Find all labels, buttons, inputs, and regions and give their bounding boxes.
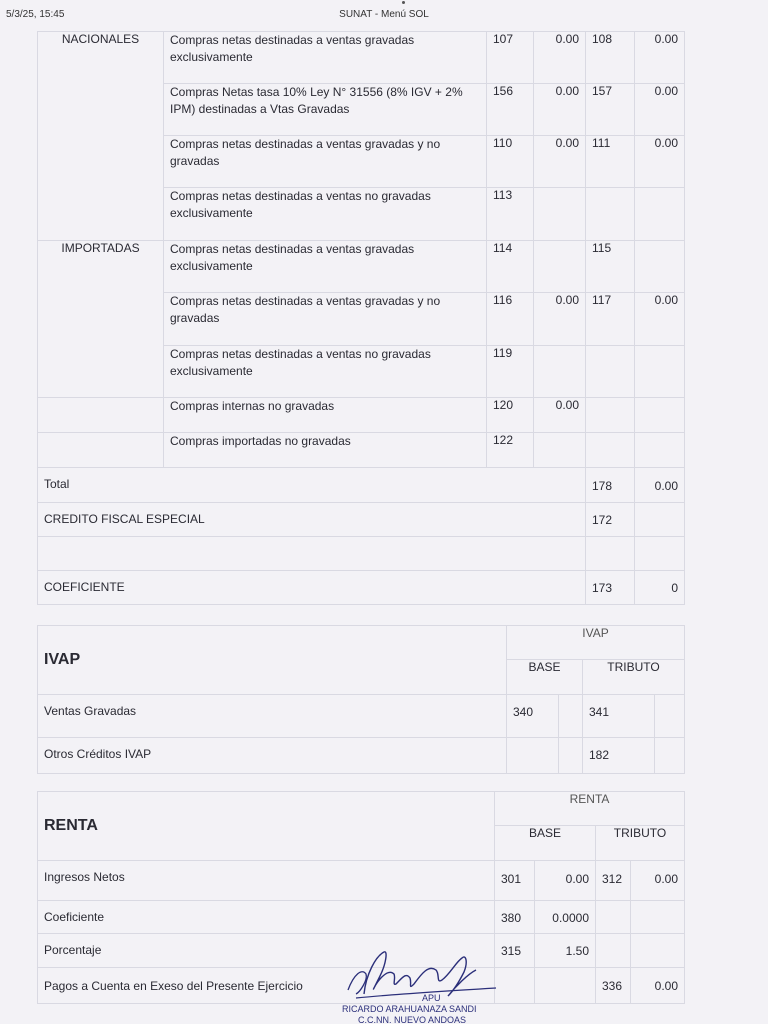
coeficiente-label: COEFICIENTE xyxy=(38,571,586,605)
signature-scribble xyxy=(364,952,476,996)
renta-row-label: Pagos a Cuenta en Exeso del Presente Ejercicio xyxy=(38,968,495,1004)
renta-row-label: Ingresos Netos xyxy=(38,861,495,901)
casilla-code: 340 xyxy=(507,695,559,738)
casilla-value: 0.0000 xyxy=(535,901,596,934)
casilla-code: 119 xyxy=(487,346,534,398)
casilla-code: 120 xyxy=(487,398,534,433)
casilla-value: 0.00 xyxy=(635,84,685,136)
compras-table xyxy=(37,31,685,605)
stamp-line-3: C.C.NN. NUEVO ANDOAS xyxy=(358,1015,467,1024)
compra-row-desc: Compras netas destinadas a ventas gravadas y no gravadas xyxy=(164,293,487,346)
casilla-code: 110 xyxy=(487,136,534,188)
credito-label: CREDITO FISCAL ESPECIAL xyxy=(38,503,586,537)
casilla-value xyxy=(534,188,586,241)
page-title: SUNAT - Menú SOL xyxy=(339,9,429,20)
casilla-code: 173 xyxy=(586,571,635,605)
compra-row-desc: Compras importadas no gravadas xyxy=(164,433,487,468)
ivap-group-header: IVAP xyxy=(507,626,685,660)
casilla-code xyxy=(586,433,635,468)
base-header: BASE xyxy=(495,826,596,861)
renta-row-label: Coeficiente xyxy=(38,901,495,934)
casilla-value: 0 xyxy=(635,571,685,605)
ivap-table xyxy=(37,625,685,774)
compra-row-desc: Compras netas destinadas a ventas gravadas y no gravadas xyxy=(164,136,487,188)
compra-row-desc: Compras netas destinadas a ventas no gravadas exclusivamente xyxy=(164,346,487,398)
casilla-value xyxy=(655,695,685,738)
casilla-value xyxy=(534,241,586,293)
casilla-code: 157 xyxy=(586,84,635,136)
ivap-title: IVAP xyxy=(38,626,507,695)
casilla-value: 0.00 xyxy=(534,136,586,188)
casilla-value xyxy=(559,695,583,738)
compra-row-desc: Compras netas destinadas a ventas gravadas exclusivamente xyxy=(164,32,487,84)
casilla-value xyxy=(534,433,586,468)
casilla-code xyxy=(586,346,635,398)
tributo-header: TRIBUTO xyxy=(583,660,685,695)
casilla-code: 182 xyxy=(583,738,655,774)
signature-loop xyxy=(348,972,366,994)
casilla-value: 0.00 xyxy=(534,84,586,136)
casilla-code: 301 xyxy=(495,861,535,901)
casilla-value: 0.00 xyxy=(535,861,596,901)
group-nacionales: NACIONALES xyxy=(38,32,164,241)
tributo-header: TRIBUTO xyxy=(596,826,685,861)
ivap-row-label: Otros Créditos IVAP xyxy=(38,738,507,774)
casilla-value xyxy=(534,346,586,398)
casilla-value xyxy=(631,901,685,934)
compra-row-desc: Compras netas destinadas a ventas no gravadas exclusivamente xyxy=(164,188,487,241)
casilla-code xyxy=(507,738,559,774)
casilla-code: 111 xyxy=(586,136,635,188)
casilla-code: 156 xyxy=(487,84,534,136)
casilla-code: 336 xyxy=(596,968,631,1004)
signature-stamp xyxy=(336,944,526,1024)
base-header: BASE xyxy=(507,660,583,695)
casilla-value: 0.00 xyxy=(635,468,685,503)
total-label: Total xyxy=(38,468,586,503)
stamp-line-1: APU xyxy=(422,993,441,1003)
casilla-code: 107 xyxy=(487,32,534,84)
casilla-value xyxy=(635,503,685,537)
renta-row-label: Porcentaje xyxy=(38,934,495,968)
casilla-value: 0.00 xyxy=(631,968,685,1004)
casilla-value xyxy=(635,398,685,433)
ivap-row-label: Ventas Gravadas xyxy=(38,695,507,738)
group-importadas: IMPORTADAS xyxy=(38,241,164,398)
compra-row-desc: Compras Netas tasa 10% Ley N° 31556 (8% IGV + 2% IPM) destinadas a Vtas Gravadas xyxy=(164,84,487,136)
casilla-code xyxy=(596,934,631,968)
casilla-value: 0.00 xyxy=(534,398,586,433)
casilla-value: 0.00 xyxy=(635,32,685,84)
casilla-value xyxy=(655,738,685,774)
empty-group-cell xyxy=(38,398,164,433)
casilla-value xyxy=(635,346,685,398)
casilla-code: 117 xyxy=(586,293,635,346)
casilla-value xyxy=(631,934,685,968)
casilla-code: 114 xyxy=(487,241,534,293)
casilla-value: 0.00 xyxy=(635,293,685,346)
casilla-code: 108 xyxy=(586,32,635,84)
casilla-value xyxy=(535,968,596,1004)
casilla-value: 0.00 xyxy=(631,861,685,901)
compra-row-desc: Compras netas destinadas a ventas gravadas exclusivamente xyxy=(164,241,487,293)
casilla-code xyxy=(586,398,635,433)
casilla-code: 380 xyxy=(495,901,535,934)
casilla-code: 315 xyxy=(495,934,535,968)
casilla-code xyxy=(586,188,635,241)
print-datetime: 5/3/25, 15:45 xyxy=(6,9,65,20)
renta-title: RENTA xyxy=(38,792,495,861)
casilla-value xyxy=(559,738,583,774)
casilla-code: 116 xyxy=(487,293,534,346)
scan-dot xyxy=(402,1,405,4)
casilla-code: 178 xyxy=(586,468,635,503)
empty-cell xyxy=(635,537,685,571)
stamp-line-2: RICARDO ARAHUANAZA SANDI xyxy=(342,1004,477,1014)
casilla-code: 113 xyxy=(487,188,534,241)
casilla-code: 122 xyxy=(487,433,534,468)
compra-row-desc: Compras internas no gravadas xyxy=(164,398,487,433)
renta-group-header: RENTA xyxy=(495,792,685,826)
casilla-code: 172 xyxy=(586,503,635,537)
empty-row xyxy=(38,537,586,571)
casilla-value xyxy=(635,241,685,293)
casilla-value: 0.00 xyxy=(534,293,586,346)
casilla-value xyxy=(635,433,685,468)
casilla-code: 115 xyxy=(586,241,635,293)
casilla-value: 0.00 xyxy=(635,136,685,188)
casilla-value: 0.00 xyxy=(534,32,586,84)
empty-cell xyxy=(586,537,635,571)
casilla-code: 312 xyxy=(596,861,631,901)
casilla-value: 1.50 xyxy=(535,934,596,968)
casilla-code xyxy=(596,901,631,934)
casilla-code: 341 xyxy=(583,695,655,738)
casilla-value xyxy=(635,188,685,241)
empty-group-cell xyxy=(38,433,164,468)
